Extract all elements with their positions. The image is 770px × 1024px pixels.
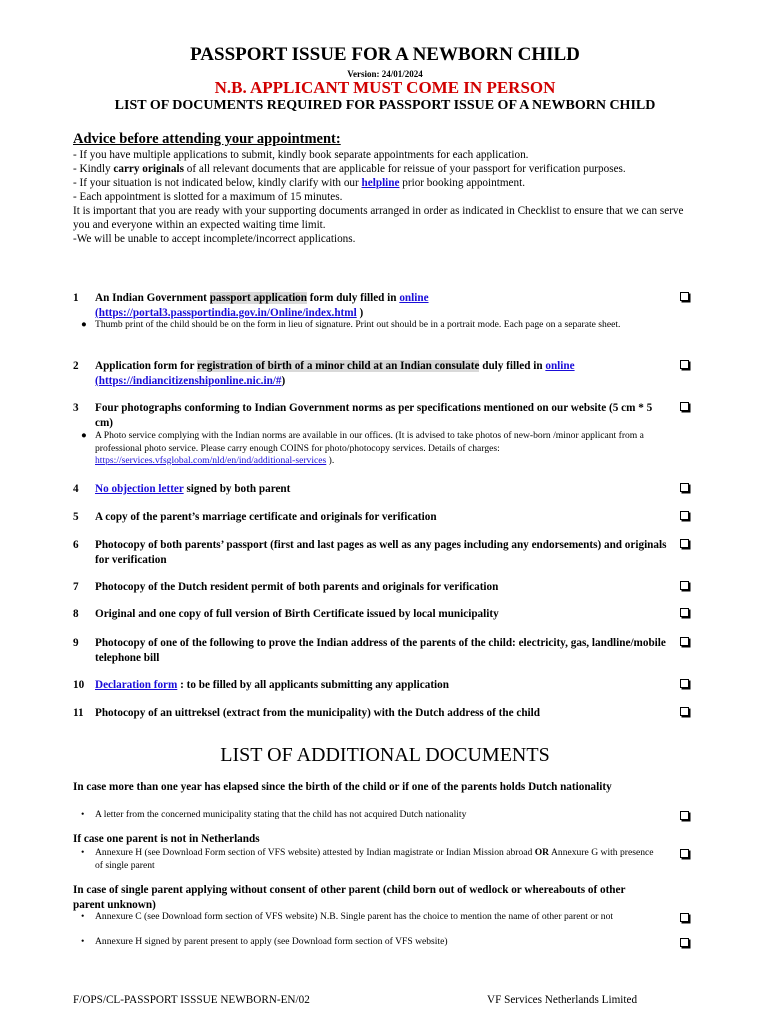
checkbox-icon[interactable] [680,608,689,617]
passport-online-link[interactable]: online [399,292,429,304]
passport-portal-url[interactable]: (https://portal3.passportindia.gov.in/Online/index.html [95,306,357,319]
checkbox-icon[interactable] [680,707,689,716]
document-page: PASSPORT ISSUE FOR A NEWBORN CHILD Version: 24/01/2024 N.B. APPLICANT MUST COME IN PERSON LIST OF DOCUMENTS REQUIRED FOR PASSPORT ISSUE OF A NEWBORN CHILD Advice before attending your appointment: - If you have multiple applications to submit, kindly book separate appointments for each application. - Kindly carry originals of all relevant documents that are applicable for reissue of your passport for verification purposes. - If your situation is not indicated below, kindly clarify with our helpline prior booking appointment. - Each appointment is slotted for a maximum of 15 minutes. It is important that you are ready with your supporting documents arranged in order as indicated in Checklist to ensure that we can serve you and everyone within an expected waiting time limit. -We will be unable to accept incomplete/incorrect applications. 1 An Indian Government passport application form duly filled in online (https://portal3.passportindia.gov.in/Online/index.html ) ● Thumb print of the child should be on the form in lieu of signature. Print out should be in a portrait mode. Each page on a separate sheet. 2 Application form for registration of birth of a minor child at an Indian consulate duly filled in online (https://indiancitizenshiponline.nic.in/#) 3 Four photographs conforming to Indian Government norms as per specifications mentioned on our website (5 cm * 5 cm) ● A Photo service complying with the Indian norms are available in our offices. (It is advised to take photos of new-born /minor applicant from a professional photo service. Please carry enough COINS for photo/photocopy services. Details of charges: https://services.vfsglobal.com/nld/en/ind/additional-services ). 4 No objection letter signed by both parent 5 A copy of the parent’s marriage certificate and originals for verification 6 Photocopy of both parents’ passport (first and last pages as well as any pages including any endorsements) and originals for verification 7 Photocopy of the Dutch resident permit of both parents and originals for verification 8 Original and one copy of full version of Birth Certificate issued by local municipality 9 Photocopy of one of the following to prove the Indian address of the parents of the child: electricity, gas, landline/mobile telephone bill 10 Declaration form : to be filled by all applicants submitting any application 11 Photocopy of an uittreksel (extract from the municipality) with the Dutch address of the child LIST OF ADDITIONAL DOCUMENTS In case more than one year has elapsed since the birth of the child or if one of the parents holds Dutch nationality • A letter from the concerned municipality stating that the child has not acquired Dutch nationality If case one parent is not in Netherlands • Annexure H (see Download Form section of VFS website) attested by Indian magistrate or Indian Mission abroad OR Annexure G with presence of single parent In case of single parent applying without consent of other parent (child born out of wedlock or whereabouts of other parent unknown) • Annexure C (see Download form section of VFS website) N.B. Single parent has the choice to mention the name of other parent or not • Annexure H signed by parent present to apply (see Download form section of VFS website) F/OPS/CL-PASSPORT ISSSUE NEWBORN-EN/02 VF Services Netherlands Limited [0,0,770,1024]
checkbox-icon[interactable] [680,483,689,492]
additional-documents-heading: LIST OF ADDITIONAL DOCUMENTS [220,744,550,766]
checkbox-icon[interactable] [680,511,689,520]
bullet-icon: ● [81,430,87,441]
no-objection-letter-link[interactable]: No objection letter [95,483,184,495]
section-heading: In case more than one year has elapsed since the birth of the child or if one of the parents holds Dutch nationality [73,781,612,793]
checkbox-icon[interactable] [680,913,689,922]
advice-heading: Advice before attending your appointment: [73,131,341,147]
advice-line: - If you have multiple applications to submit, kindly book separate appointments for each application. [73,149,529,161]
checkbox-icon[interactable] [680,679,689,688]
documents-list-heading: LIST OF DOCUMENTS REQUIRED FOR PASSPORT ISSUE OF A NEWBORN CHILD [114,98,656,113]
checkbox-icon[interactable] [680,637,689,646]
vfs-services-link[interactable]: https://services.vfsglobal.com/nld/en/ind/additional-services [95,455,327,466]
section-heading: In case of single parent applying without consent of other parent (child born out of wedlock or whereabouts of other parent unknown) [73,884,626,911]
advice-block [73,148,693,246]
checkbox-icon[interactable] [680,360,689,369]
declaration-form-link[interactable]: Declaration form [95,679,178,691]
advice-line: - Each appointment is slotted for a maximum of 15 minutes. [73,191,343,203]
helpline-link[interactable]: helpline [361,177,400,189]
advice-line: -We will be unable to accept incomplete/incorrect applications. [73,233,356,245]
advice-line: - Kindly carry originals of all relevant documents that are applicable for reissue of your passport for verification purposes. [73,163,626,175]
checkbox-icon[interactable] [680,938,689,947]
bullet-icon: • [81,847,85,858]
bullet-icon: • [81,911,85,922]
citizenship-online-link[interactable]: online [545,360,575,372]
citizenship-portal-url[interactable]: (https://indiancitizenshiponline.nic.in/# [95,374,282,387]
footer-document-code: F/OPS/CL-PASSPORT ISSSUE NEWBORN-EN/02 [73,994,310,1006]
in-person-notice: N.B. APPLICANT MUST COME IN PERSON [214,78,556,97]
bullet-icon: • [81,809,85,820]
checkbox-icon[interactable] [680,581,689,590]
checkbox-icon[interactable] [680,849,689,858]
checkbox-icon[interactable] [680,402,689,411]
advice-line: It is important that you are ready with your supporting documents arranged in order as indicated in Checklist to ensure that we can serve you and everyone within an expected waiting time limit. [73,205,684,231]
bullet-icon: ● [81,319,87,330]
checkbox-icon[interactable] [680,539,689,548]
version-label: Version: 24/01/2024 [347,69,423,79]
advice-line: - If your situation is not indicated below, kindly clarify with our helpline prior booking appointment. [73,177,526,189]
footer-company: VF Services Netherlands Limited [487,994,638,1006]
section-heading: If case one parent is not in Netherlands [73,833,260,845]
bullet-icon: • [81,936,85,947]
checkbox-icon[interactable] [680,811,689,820]
page-title: PASSPORT ISSUE FOR A NEWBORN CHILD [190,44,580,65]
checkbox-icon[interactable] [680,292,689,301]
